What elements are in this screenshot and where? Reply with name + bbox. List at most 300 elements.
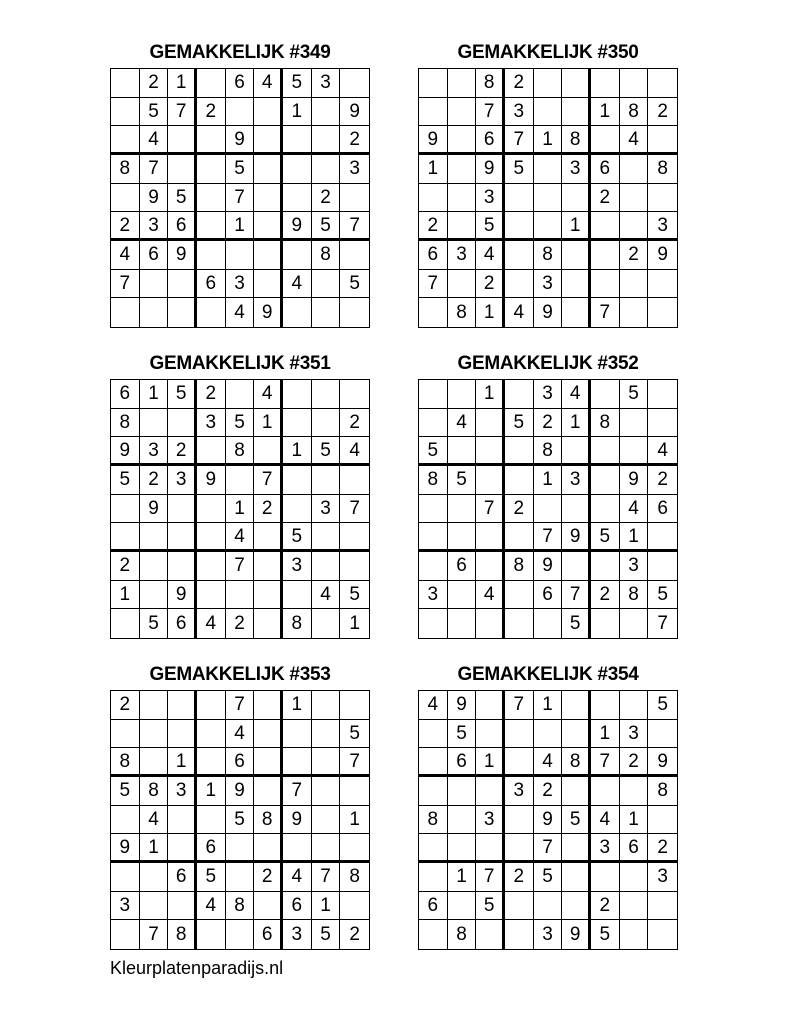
- sudoku-cell: 7: [140, 155, 169, 184]
- sudoku-cell: [283, 466, 312, 495]
- sudoku-cell: [448, 380, 477, 409]
- sudoku-cell: [197, 552, 226, 581]
- sudoku-cell: 8: [168, 920, 197, 949]
- sudoku-cell: [448, 609, 477, 638]
- sudoku-cell: [168, 834, 197, 863]
- sudoku-cell: 3: [534, 270, 563, 299]
- sudoku-cell: 4: [476, 241, 505, 270]
- sudoku-cell: 7: [419, 270, 448, 299]
- sudoku-cell: [505, 466, 534, 495]
- sudoku-cell: [254, 892, 283, 921]
- sudoku-cell: [648, 409, 677, 438]
- sudoku-cell: 3: [534, 920, 563, 949]
- sudoku-cell: [254, 691, 283, 720]
- sudoku-cell: [140, 691, 169, 720]
- sudoku-cell: [448, 126, 477, 155]
- sudoku-cell: [283, 380, 312, 409]
- sudoku-cell: 4: [197, 609, 226, 638]
- sudoku-cell: 5: [226, 806, 255, 835]
- sudoku-cell: 8: [448, 298, 477, 327]
- sudoku-cell: 8: [505, 552, 534, 581]
- sudoku-cell: [140, 863, 169, 892]
- sudoku-cell: [312, 409, 341, 438]
- sudoku-cell: 6: [419, 892, 448, 921]
- sudoku-cell: [562, 241, 591, 270]
- sudoku-cell: [476, 834, 505, 863]
- sudoku-cell: 2: [197, 98, 226, 127]
- sudoku-cell: [562, 892, 591, 921]
- sudoku-cell: [419, 552, 448, 581]
- sudoku-cell: [111, 69, 140, 98]
- sudoku-cell: 4: [111, 241, 140, 270]
- sudoku-cell: 9: [140, 184, 169, 213]
- sudoku-cell: 1: [591, 98, 620, 127]
- sudoku-cell: 2: [620, 748, 649, 777]
- sudoku-cell: [562, 863, 591, 892]
- sudoku-cell: [562, 270, 591, 299]
- sudoku-cell: [591, 126, 620, 155]
- sudoku-cell: [197, 720, 226, 749]
- sudoku-cell: [254, 523, 283, 552]
- sudoku-cell: 3: [197, 409, 226, 438]
- sudoku-cell: [505, 380, 534, 409]
- sudoku-cell: [111, 184, 140, 213]
- sudoku-cell: [419, 380, 448, 409]
- sudoku-cell: 9: [476, 155, 505, 184]
- sudoku-cell: 5: [140, 609, 169, 638]
- sudoku-cell: [419, 720, 448, 749]
- sudoku-cell: [168, 409, 197, 438]
- sudoku-cell: [505, 270, 534, 299]
- sudoku-cell: [476, 523, 505, 552]
- sudoku-cell: 6: [620, 834, 649, 863]
- sudoku-cell: 3: [168, 777, 197, 806]
- sudoku-cell: 2: [505, 863, 534, 892]
- sudoku-cell: [197, 69, 226, 98]
- sudoku-cell: 1: [562, 212, 591, 241]
- sudoku-cell: 5: [448, 720, 477, 749]
- sudoku-cell: 5: [448, 466, 477, 495]
- sudoku-cell: 7: [534, 523, 563, 552]
- sudoku-cell: [591, 212, 620, 241]
- sudoku-cell: [419, 834, 448, 863]
- sudoku-cell: 1: [419, 155, 448, 184]
- sudoku-cell: 1: [534, 691, 563, 720]
- sudoku-cell: [562, 437, 591, 466]
- sudoku-cell: [620, 609, 649, 638]
- sudoku-cell: 9: [226, 126, 255, 155]
- sudoku-cell: [591, 777, 620, 806]
- sudoku-cell: [283, 495, 312, 524]
- sudoku-cell: 3: [620, 552, 649, 581]
- sudoku-cell: 1: [534, 126, 563, 155]
- sudoku-cell: [340, 777, 369, 806]
- sudoku-cell: 6: [226, 748, 255, 777]
- sudoku-cell: 3: [476, 806, 505, 835]
- sudoku-cell: [591, 552, 620, 581]
- sudoku-cell: [648, 892, 677, 921]
- sudoku-cell: [419, 98, 448, 127]
- sudoku-cell: [254, 184, 283, 213]
- sudoku-cell: 7: [168, 98, 197, 127]
- sudoku-cell: 4: [226, 298, 255, 327]
- sudoku-cell: [620, 270, 649, 299]
- sudoku-cell: 3: [111, 892, 140, 921]
- sudoku-cell: 9: [111, 834, 140, 863]
- sudoku-cell: [648, 380, 677, 409]
- sudoku-cell: 2: [111, 212, 140, 241]
- sudoku-cell: 2: [168, 437, 197, 466]
- sudoku-cell: 5: [591, 523, 620, 552]
- sudoku-cell: 8: [562, 126, 591, 155]
- sudoku-cell: 7: [140, 920, 169, 949]
- sudoku-cell: [620, 437, 649, 466]
- sudoku-cell: 4: [340, 437, 369, 466]
- sudoku-cell: 2: [591, 892, 620, 921]
- sudoku-cell: [312, 748, 341, 777]
- sudoku-cell: [448, 495, 477, 524]
- sudoku-cell: 3: [505, 98, 534, 127]
- sudoku-cell: [140, 409, 169, 438]
- sudoku-cell: 9: [534, 552, 563, 581]
- sudoku-cell: 8: [111, 409, 140, 438]
- sudoku-cell: 9: [562, 523, 591, 552]
- sudoku-cell: [226, 241, 255, 270]
- sudoku-cell: 1: [140, 380, 169, 409]
- sudoku-cell: [648, 298, 677, 327]
- sudoku-cell: [312, 691, 341, 720]
- sudoku-cell: 5: [591, 920, 620, 949]
- sudoku-cell: 1: [591, 720, 620, 749]
- sudoku-cell: [648, 69, 677, 98]
- sudoku-cell: 3: [562, 466, 591, 495]
- sudoku-cell: [312, 270, 341, 299]
- sudoku-cell: 5: [620, 380, 649, 409]
- sudoku-cell: [505, 437, 534, 466]
- sudoku-cell: [312, 380, 341, 409]
- sudoku-cell: [197, 920, 226, 949]
- sudoku-cell: [254, 155, 283, 184]
- sudoku-cell: [476, 720, 505, 749]
- sudoku-cell: [419, 863, 448, 892]
- sudoku-cell: 1: [620, 806, 649, 835]
- sudoku-cell: 2: [254, 495, 283, 524]
- sudoku-cell: 3: [448, 241, 477, 270]
- sudoku-cell: [620, 691, 649, 720]
- sudoku-cell: [534, 495, 563, 524]
- sudoku-cell: [140, 298, 169, 327]
- sudoku-cell: 8: [620, 581, 649, 610]
- sudoku-cell: [648, 920, 677, 949]
- sudoku-cell: [168, 155, 197, 184]
- sudoku-cell: 7: [111, 270, 140, 299]
- sudoku-cell: 6: [140, 241, 169, 270]
- sudoku-cell: [226, 466, 255, 495]
- sudoku-cell: 6: [476, 126, 505, 155]
- sudoku-cell: 5: [168, 184, 197, 213]
- sudoku-cell: 7: [312, 863, 341, 892]
- sudoku-cell: [620, 892, 649, 921]
- sudoku-cell: [168, 495, 197, 524]
- sudoku-cell: 8: [111, 155, 140, 184]
- sudoku-cell: 8: [111, 748, 140, 777]
- sudoku-cell: 4: [226, 720, 255, 749]
- sudoku-cell: 5: [197, 863, 226, 892]
- sudoku-cell: [197, 581, 226, 610]
- sudoku-cell: [340, 834, 369, 863]
- sudoku-cell: [505, 806, 534, 835]
- sudoku-cell: 3: [340, 155, 369, 184]
- sudoku-cell: 9: [283, 212, 312, 241]
- sudoku-cell: [254, 212, 283, 241]
- sudoku-cell: [505, 184, 534, 213]
- sudoku-cell: 2: [620, 241, 649, 270]
- sudoku-cell: 2: [111, 691, 140, 720]
- sudoku-cell: 6: [197, 834, 226, 863]
- sudoku-cell: [534, 892, 563, 921]
- sudoku-cell: 8: [283, 609, 312, 638]
- sudoku-cell: 2: [505, 69, 534, 98]
- sudoku-cell: [111, 298, 140, 327]
- sudoku-cell: 6: [168, 863, 197, 892]
- sudoku-cell: 1: [476, 298, 505, 327]
- sudoku-cell: 1: [476, 748, 505, 777]
- sudoku-cell: [283, 155, 312, 184]
- sudoku-cell: 9: [419, 126, 448, 155]
- sudoku-cell: 9: [562, 920, 591, 949]
- sudoku-cell: [283, 581, 312, 610]
- sudoku-cell: [254, 241, 283, 270]
- sudoku-cell: 1: [254, 409, 283, 438]
- sudoku-cell: 2: [591, 581, 620, 610]
- sudoku-cell: 4: [591, 806, 620, 835]
- sudoku-cell: [505, 212, 534, 241]
- sudoku-cell: [340, 69, 369, 98]
- sudoku-cell: [505, 609, 534, 638]
- sudoku-cell: 5: [505, 409, 534, 438]
- sudoku-cell: [111, 126, 140, 155]
- sudoku-cell: 6: [111, 380, 140, 409]
- sudoku-cell: [283, 126, 312, 155]
- sudoku-cell: 5: [505, 155, 534, 184]
- sudoku-cell: [197, 748, 226, 777]
- sudoku-cell: [312, 98, 341, 127]
- sudoku-cell: [312, 806, 341, 835]
- sudoku-cell: 7: [591, 298, 620, 327]
- sudoku-cell: [254, 777, 283, 806]
- sudoku-cell: [254, 126, 283, 155]
- sudoku-cell: 6: [419, 241, 448, 270]
- sudoku-cell: 2: [648, 834, 677, 863]
- sudoku-cell: [505, 241, 534, 270]
- sudoku-cell: 9: [111, 437, 140, 466]
- sudoku-cell: 5: [648, 691, 677, 720]
- sudoku-cell: 6: [226, 69, 255, 98]
- sudoku-cell: 2: [349, 924, 360, 946]
- sudoku-cell: 4: [448, 409, 477, 438]
- sudoku-cell: [312, 155, 341, 184]
- sudoku-cell: [534, 184, 563, 213]
- sudoku-cell: [340, 184, 369, 213]
- sudoku-cell: 8: [648, 777, 677, 806]
- sudoku-cell: 5: [476, 212, 505, 241]
- sudoku-cell: 1: [168, 748, 197, 777]
- sudoku-cell: 5: [140, 98, 169, 127]
- sudoku-cell: 6: [648, 495, 677, 524]
- sudoku-cell: 7: [340, 212, 369, 241]
- sudoku-cell: [312, 609, 341, 638]
- sudoku-cell: 3: [476, 184, 505, 213]
- sudoku-cell: 5: [312, 437, 341, 466]
- sudoku-cell: [505, 523, 534, 552]
- sudoku-cell: 7: [226, 184, 255, 213]
- sudoku-cell: [283, 748, 312, 777]
- sudoku-cell: 1: [168, 69, 197, 98]
- sudoku-cell: 7: [476, 495, 505, 524]
- sudoku-cell: 4: [254, 380, 283, 409]
- sudoku-cell: [448, 806, 477, 835]
- sudoku-cell: [562, 691, 591, 720]
- sudoku-cell: [111, 863, 140, 892]
- puzzle-title: GEMAKKELIJK #350: [457, 42, 639, 63]
- sudoku-cell: [620, 863, 649, 892]
- sudoku-cell: 7: [562, 581, 591, 610]
- sudoku-cell: [534, 609, 563, 638]
- sudoku-cell: [140, 270, 169, 299]
- sudoku-cell: 3: [312, 69, 341, 98]
- sudoku-cell: [448, 155, 477, 184]
- sudoku-cell: [591, 609, 620, 638]
- sudoku-cell: [419, 495, 448, 524]
- sudoku-cell: 4: [534, 748, 563, 777]
- sudoku-cell: 2: [312, 184, 341, 213]
- sudoku-cell: 6: [168, 609, 197, 638]
- sudoku-cell: 3: [648, 863, 677, 892]
- sudoku-cell: 2: [476, 270, 505, 299]
- sudoku-cell: [448, 777, 477, 806]
- sudoku-cell: [620, 777, 649, 806]
- sudoku-grid: [110, 68, 370, 328]
- sudoku-cell: [312, 466, 341, 495]
- sudoku-cell: 9: [340, 98, 369, 127]
- sudoku-cell: 8: [226, 892, 255, 921]
- puzzle-title: GEMAKKELIJK #351: [149, 353, 331, 374]
- sudoku-cell: 1: [283, 98, 312, 127]
- sudoku-cell: [419, 920, 448, 949]
- sudoku-cell: 3: [140, 212, 169, 241]
- puzzle-title: GEMAKKELIJK #354: [457, 664, 639, 685]
- sudoku-cell: 7: [226, 691, 255, 720]
- sudoku-cell: [197, 126, 226, 155]
- sudoku-cell: [562, 184, 591, 213]
- sudoku-cell: [197, 212, 226, 241]
- sudoku-cell: [226, 920, 255, 949]
- sudoku-cell: 6: [534, 581, 563, 610]
- sudoku-cell: [111, 720, 140, 749]
- sudoku-cell: [226, 834, 255, 863]
- sudoku-cell: 3: [648, 212, 677, 241]
- sudoku-cell: [505, 834, 534, 863]
- sudoku-cell: [419, 523, 448, 552]
- sudoku-cell: [197, 155, 226, 184]
- sudoku-cell: [476, 691, 505, 720]
- sudoku-cell: 9: [534, 806, 563, 835]
- sudoku-cell: [254, 552, 283, 581]
- sudoku-cell: [419, 748, 448, 777]
- sudoku-cell: 5: [226, 155, 255, 184]
- sudoku-cell: [340, 241, 369, 270]
- sudoku-cell: [648, 270, 677, 299]
- sudoku-cell: 5: [283, 69, 312, 98]
- sudoku-cell: 1: [312, 892, 341, 921]
- sudoku-cell: 7: [591, 748, 620, 777]
- sudoku-cell: [591, 380, 620, 409]
- sudoku-cell: 3: [419, 581, 448, 610]
- sudoku-cell: [111, 495, 140, 524]
- sudoku-cell: 8: [562, 748, 591, 777]
- sudoku-cell: [140, 552, 169, 581]
- sudoku-cell: 7: [254, 466, 283, 495]
- sudoku-cell: 1: [111, 581, 140, 610]
- sudoku-cell: 5: [312, 920, 341, 949]
- sudoku-cell: [620, 155, 649, 184]
- sudoku-cell: [476, 552, 505, 581]
- sudoku-cell: [254, 270, 283, 299]
- sudoku-grid: [110, 379, 370, 639]
- sudoku-cell: [226, 98, 255, 127]
- sudoku-cell: [283, 298, 312, 327]
- sudoku-cell: 8: [340, 863, 369, 892]
- sudoku-cell: [476, 466, 505, 495]
- sudoku-cell: 9: [168, 241, 197, 270]
- sudoku-cell: [591, 466, 620, 495]
- sudoku-cell: [168, 720, 197, 749]
- sudoku-cell: 2: [197, 380, 226, 409]
- sudoku-cell: [197, 523, 226, 552]
- sudoku-cell: [168, 523, 197, 552]
- sudoku-cell: 3: [505, 777, 534, 806]
- sudoku-cell: [340, 466, 369, 495]
- sudoku-cell: [140, 748, 169, 777]
- sudoku-cell: [562, 777, 591, 806]
- sudoku-cell: [419, 409, 448, 438]
- sudoku-cell: 6: [283, 892, 312, 921]
- sudoku-cell: 3: [534, 380, 563, 409]
- sudoku-grid: [418, 379, 678, 639]
- sudoku-cell: 5: [111, 777, 140, 806]
- sudoku-cell: 5: [562, 609, 591, 638]
- sudoku-cell: [254, 581, 283, 610]
- sudoku-cell: [534, 98, 563, 127]
- sudoku-cell: [419, 298, 448, 327]
- sudoku-cell: [254, 98, 283, 127]
- sudoku-cell: 6: [448, 748, 477, 777]
- sudoku-cell: 4: [505, 298, 534, 327]
- sudoku-cell: 5: [340, 581, 369, 610]
- sudoku-cell: 2: [226, 609, 255, 638]
- sudoku-cell: [448, 892, 477, 921]
- sudoku-cell: 4: [283, 270, 312, 299]
- sudoku-cell: [648, 720, 677, 749]
- sudoku-cell: 8: [226, 437, 255, 466]
- sudoku-cell: 2: [140, 69, 169, 98]
- sudoku-cell: [283, 241, 312, 270]
- sudoku-cell: [111, 806, 140, 835]
- sudoku-cell: [340, 298, 369, 327]
- sudoku-cell: [448, 834, 477, 863]
- sudoku-cell: [197, 241, 226, 270]
- sudoku-cell: [562, 495, 591, 524]
